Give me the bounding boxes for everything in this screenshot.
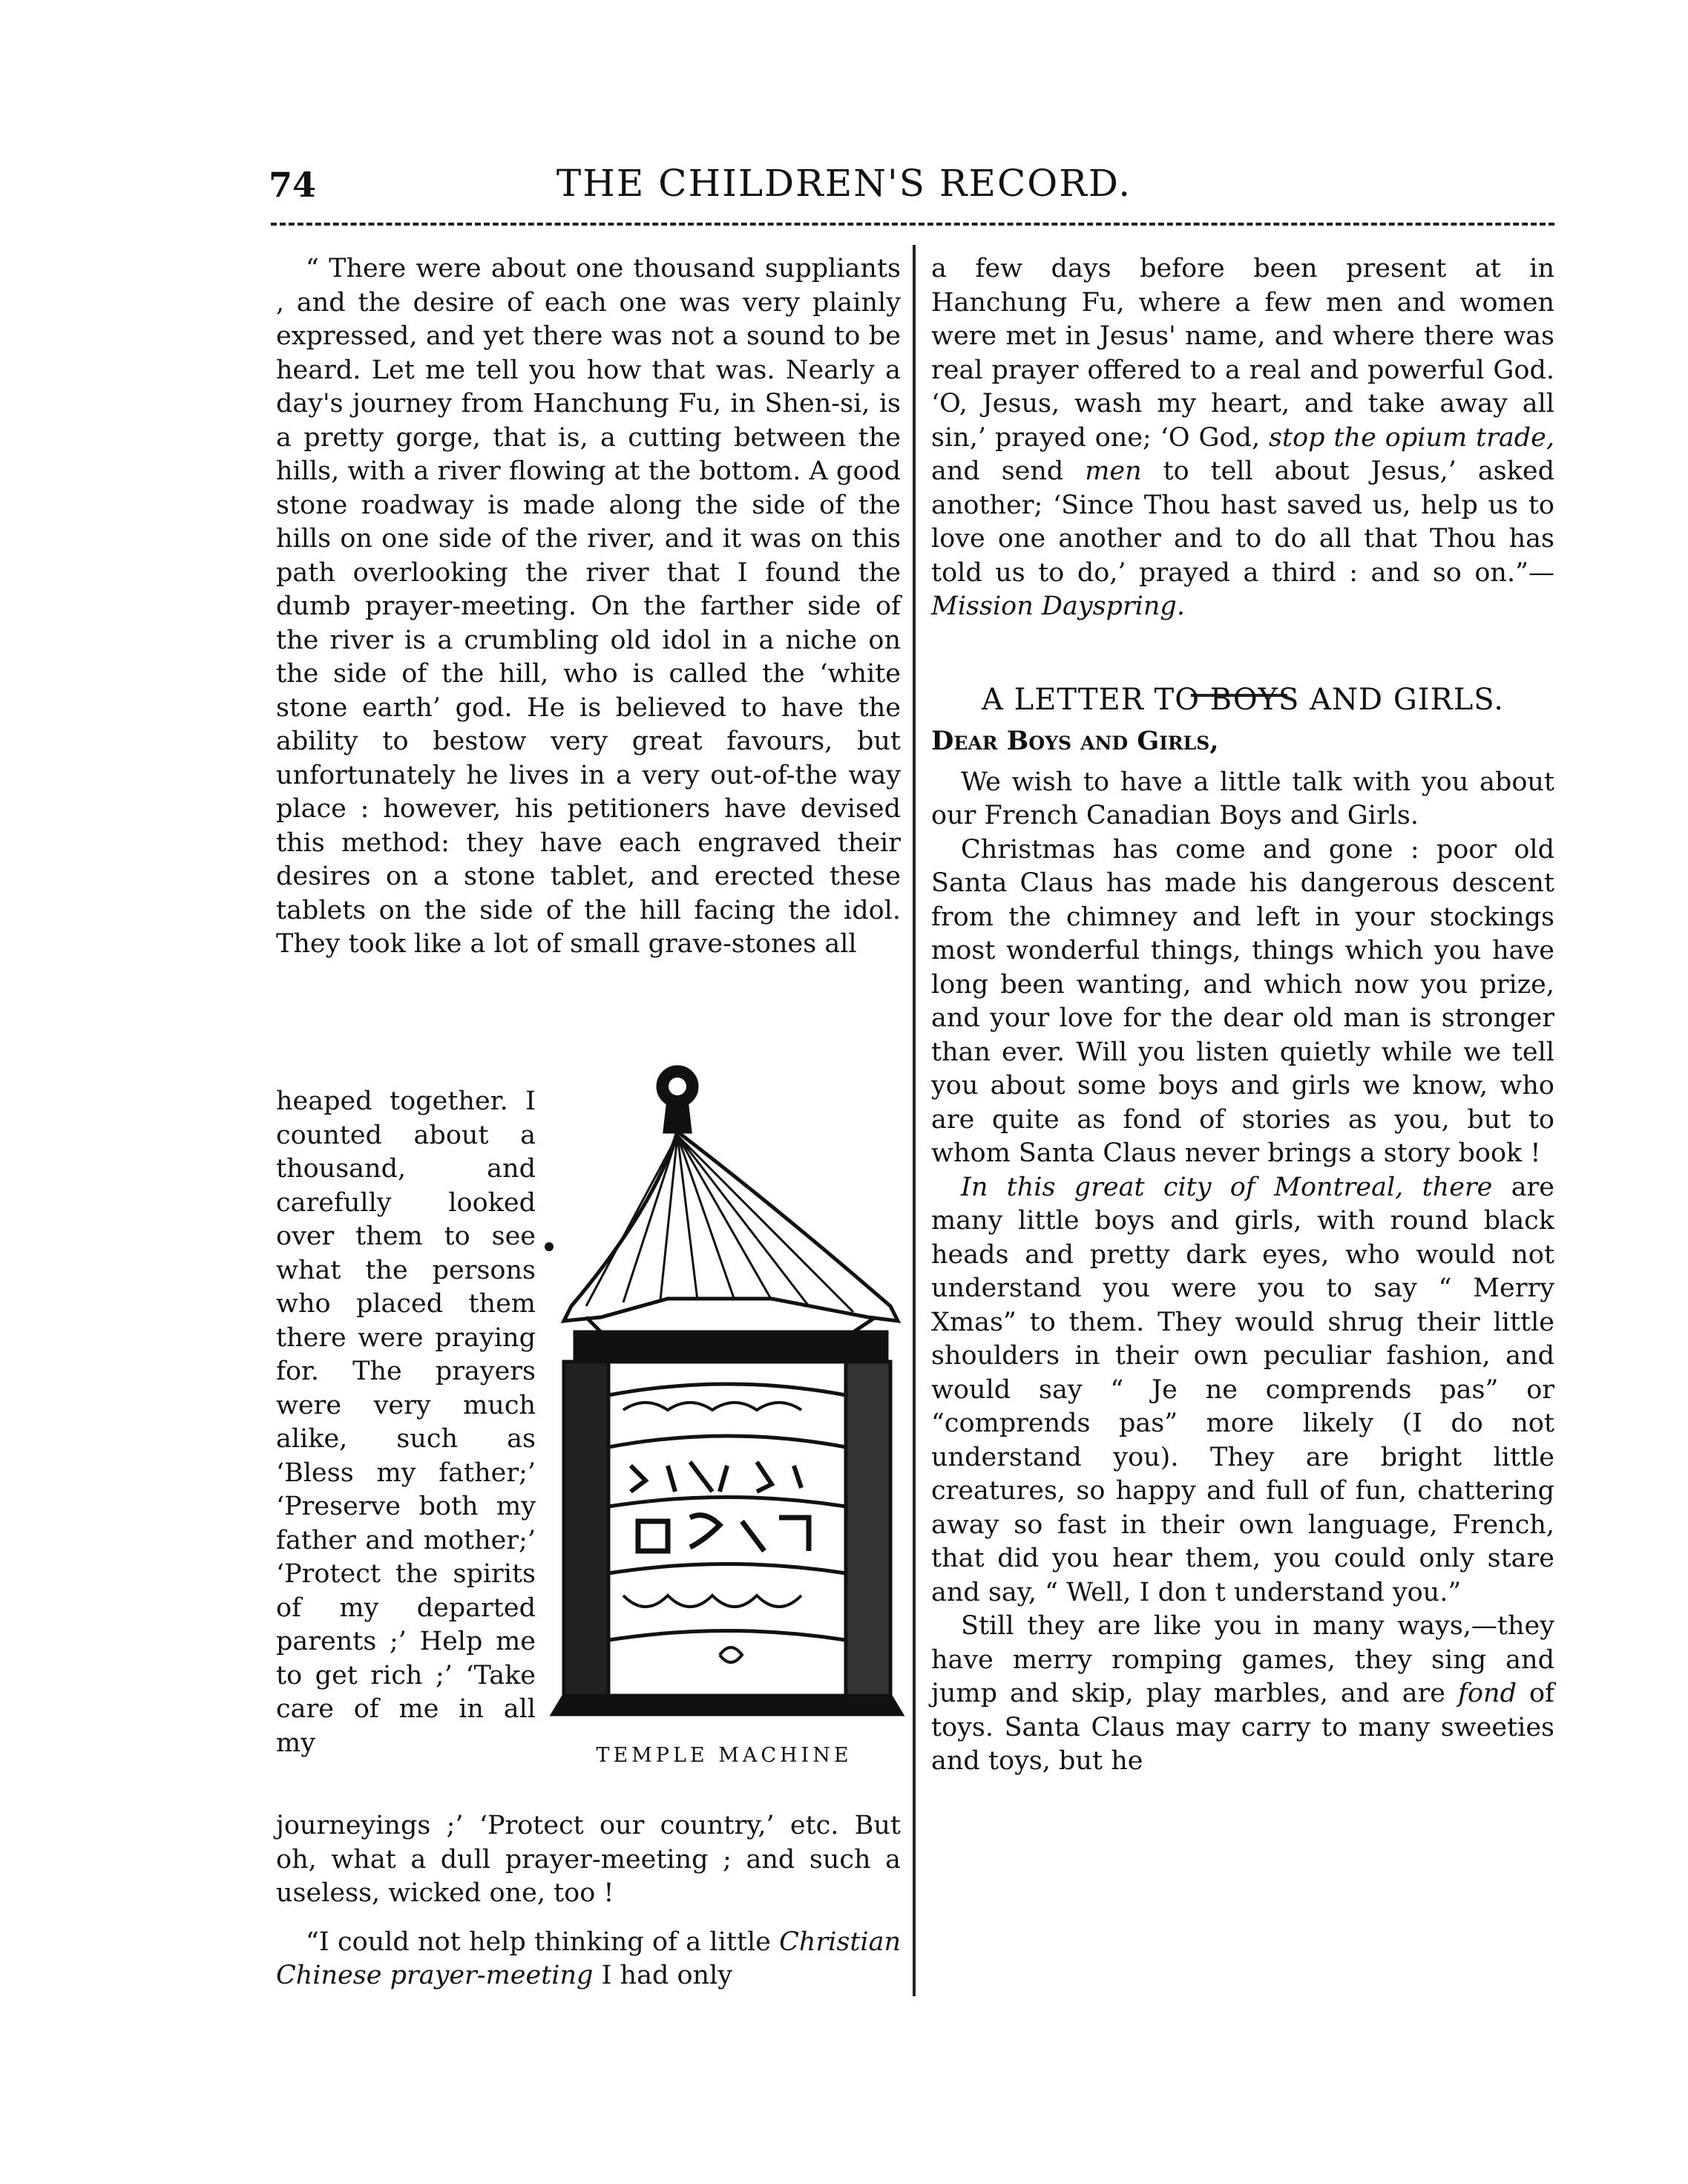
paragraph: [931, 1610, 1554, 1779]
italic-run: In this great city of Montreal, there: [961, 1172, 1493, 1202]
left-column-top: [276, 252, 901, 962]
page-header-title: THE CHILDREN'S RECORD.: [556, 162, 1132, 205]
paragraph: [276, 1926, 901, 1993]
right-column: [931, 252, 1554, 1779]
text-run: “I could not help thinking of a little: [306, 1926, 771, 1957]
italic-run: Christian Chinese prayer-meeting: [276, 1926, 901, 1990]
italic-run: fond: [1458, 1679, 1517, 1708]
left-column-wrap-text: [276, 1085, 536, 1760]
paragraph: We wish to have a little talk with you about our French Canadian Boys and Girls.: [931, 767, 1554, 830]
paragraph: heaped together. I counted about a thousand, and carefully looked over them to see what the persons who placed them there were praying for. The prayers were very much alike, such as ‘Bless my father;’ ‘Preserve both my father and mother;’ ‘Protect the spirits of my departed parents ;’ Help me to get rich ;’ ‘Take care of me in all my: [276, 1086, 536, 1758]
italic-run: men: [1085, 456, 1142, 486]
paragraph: Christmas has come and gone : poor old Santa Claus has made his dangerous descent from the chimney and left in your stockings most wonderful things, things which you have long been wanting, and which now you prize, and your love for the dear old man is stronger than ever. Will you listen quietly while we tell you about some boys and girls we know, who are quite as fond of stories as you, but to whom Santa Claus never brings a story book !: [931, 834, 1554, 1168]
paragraph: “ There were about one thousand suppliants , and the desire of each one was very plainly expressed, and yet there was not a sound to be heard. Let me tell you how that was. Nearly a day's journey from Hanchung Fu, in Shen-si, is a pretty gorge, that is, a cutting between the hills, with a river flowing at the bottom. A good stone roadway is made along the side of the hills on one side of the river, and it was on this path overlooking the river that I found the dumb prayer-meeting. On the farther side of the river is a crumbling old idol in a niche on the side of the hill, who is called the ‘white stone earth’ god. He is believed to have the ability to bestow very great favours, but unfortunately he lives in a very out-of-the way place : however, his petitioners have devised this method: they have each engraved their desires on a stone tablet, and erected these tablets on the side of the hill facing the idol. They took like a lot of small grave-stones all: [276, 254, 901, 959]
page-number: 74: [269, 165, 317, 205]
text-run: and send: [931, 456, 1064, 486]
paragraph: [931, 252, 1554, 624]
paragraph: [931, 1171, 1554, 1610]
text-run: of toys. Santa Claus may carry to many sweeties and toys, but he: [931, 1679, 1554, 1776]
figure-caption: TEMPLE MACHINE: [596, 1744, 853, 1767]
left-column-bottom: [276, 1809, 901, 1993]
text-run: to tell about Jesus,’ asked another; ‘Since Thou hast saved us, help us to love one another and to do all that Thou has told us to do,’ prayed a third : and so on.”—: [931, 456, 1554, 588]
text-run: a few days before been present at in Hanchung Fu, where a few men and women were met in Jesus' name, and where there was real prayer offered to a real and powerful God. ‘O, Jesus, wash my heart, and take away all sin,’ prayed one; ‘O God,: [931, 254, 1554, 453]
italic-run: stop the opium trade,: [1269, 422, 1554, 453]
text-run: are many little boys and girls, with round black heads and pretty dark eyes, who would not understand you were you to say “ Merry Xmas” to them. They would shrug their little shoulders in their own peculiar fashion, and would say “ Je ne comprends pas” or “comprends pas” more likely (I do not understand you). They are bright little creatures, so happy and full of fun, chattering away so fast in their own language, French, that did you hear them, you could only stare and say, “ Well, I don t understand you.”: [931, 1172, 1554, 1607]
temple-machine-icon: [542, 1061, 907, 1737]
source-citation: Mission Dayspring.: [931, 591, 1185, 621]
text-run: I had only: [601, 1961, 733, 1990]
temple-machine-figure: [542, 1061, 907, 1788]
article-title: A LETTER TO BOYS AND GIRLS.: [982, 682, 1504, 717]
header-rule: [271, 223, 1554, 226]
text-run: Still they are like you in many ways,—they have merry romping games, they sing and jump and skip, play marbles, and are: [931, 1611, 1554, 1708]
paragraph: journeyings ;’ ‘Protect our country,’ etc. But oh, what a dull prayer-meeting ; and such a useless, wicked one, too !: [276, 1811, 901, 1908]
column-divider: [913, 245, 916, 1996]
letter-greeting: Dear Boys and Girls,: [931, 726, 1219, 756]
